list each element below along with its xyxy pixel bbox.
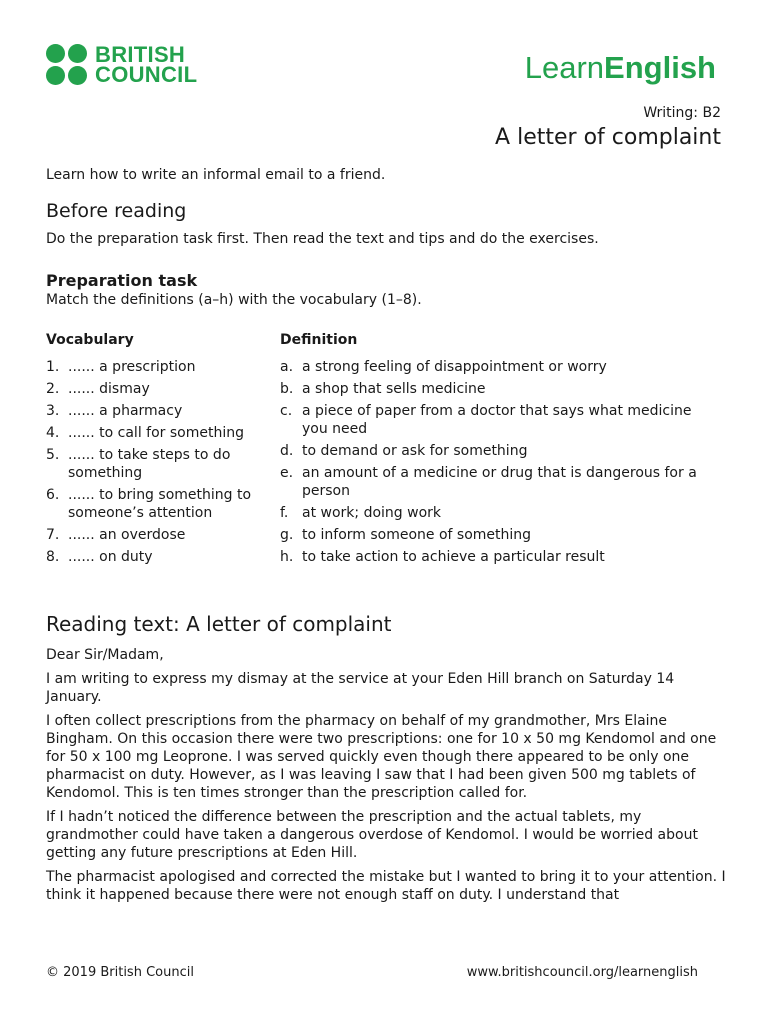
reading-paragraph: I am writing to express my dismay at the service at your Eden Hill branch on Saturday 14 January. xyxy=(46,671,675,705)
list-item: g. to inform someone of something xyxy=(280,527,532,543)
list-item: 8. ...... on duty xyxy=(46,549,153,565)
list-item: c. a piece of paper from a doctor that says what medicine you need xyxy=(280,403,692,437)
definition-header: Definition xyxy=(280,332,358,348)
page-title: A letter of complaint xyxy=(495,125,721,150)
footer-copyright: © 2019 British Council xyxy=(46,965,194,980)
reading-paragraph: If I hadn’t noticed the difference between the prescription and the actual tablets, my grandmother could have taken a dangerous overdose of Kendomol. I would be worried about getting any future prescriptions at Eden Hill. xyxy=(46,809,698,861)
level-label: Writing: B2 xyxy=(643,105,721,121)
reading-heading: Reading text: A letter of complaint xyxy=(46,612,392,636)
logo-english: English xyxy=(604,50,716,85)
vocabulary-header: Vocabulary xyxy=(46,332,134,348)
british-council-logo xyxy=(46,41,198,87)
logo-dots-icon xyxy=(46,44,87,85)
list-item: e. an amount of a medicine or drug that is dangerous for a person xyxy=(280,465,697,499)
list-item: d. to demand or ask for something xyxy=(280,443,528,459)
list-item: 4. ...... to call for something xyxy=(46,425,244,441)
list-item: 6. ...... to bring something to someone’s attention xyxy=(46,487,252,521)
list-item: a. a strong feeling of disappointment or worry xyxy=(280,359,607,375)
vocabulary-list xyxy=(46,358,261,570)
logo-wordmark xyxy=(95,41,198,87)
footer-url[interactable]: www.britishcouncil.org/learnenglish xyxy=(466,965,698,980)
list-item: 5. ...... to take steps to do something xyxy=(46,447,231,481)
list-item: h. to take action to achieve a particular result xyxy=(280,549,605,565)
list-item: f. at work; doing work xyxy=(280,505,441,521)
learnenglish-logo xyxy=(525,50,716,86)
reading-paragraph: Dear Sir/Madam, xyxy=(46,647,164,663)
reading-paragraph: The pharmacist apologised and corrected the mistake but I wanted to bring it to your attention. I think it happened because there were not enough staff on duty. I understand that xyxy=(46,869,726,903)
preparation-instruction: Match the definitions (a–h) with the vocabulary (1–8). xyxy=(46,292,422,308)
preparation-heading: Preparation task xyxy=(46,271,198,290)
logo-line1: BRITISH xyxy=(95,41,186,67)
intro-text: Learn how to write an informal email to a friend. xyxy=(46,167,386,183)
definition-list xyxy=(280,358,720,570)
before-reading-heading: Before reading xyxy=(46,200,187,222)
list-item: 7. ...... an overdose xyxy=(46,527,186,543)
reading-body xyxy=(46,646,726,910)
reading-paragraph: I often collect prescriptions from the pharmacy on behalf of my grandmother, Mrs Elaine Bingham. On this occasion there were two prescriptions: one for 10 x 50 mg Kendomol and one for 50 x 100 mg Leoprone. I was served quickly even though there appeared to be only one pharmacist on duty. However, as I was leaving I saw that I had been given 500 mg tablets of Kendomol. This is ten times stronger than the prescription called for. xyxy=(46,713,717,801)
before-reading-text: Do the preparation task first. Then read the text and tips and do the exercises. xyxy=(46,231,599,247)
list-item: 2. ...... dismay xyxy=(46,381,150,397)
logo-line2: COUNCIL xyxy=(95,61,198,87)
list-item: 3. ...... a pharmacy xyxy=(46,403,183,419)
logo-learn: Learn xyxy=(524,50,605,85)
list-item: 1. ...... a prescription xyxy=(46,359,196,375)
list-item: b. a shop that sells medicine xyxy=(280,381,486,397)
